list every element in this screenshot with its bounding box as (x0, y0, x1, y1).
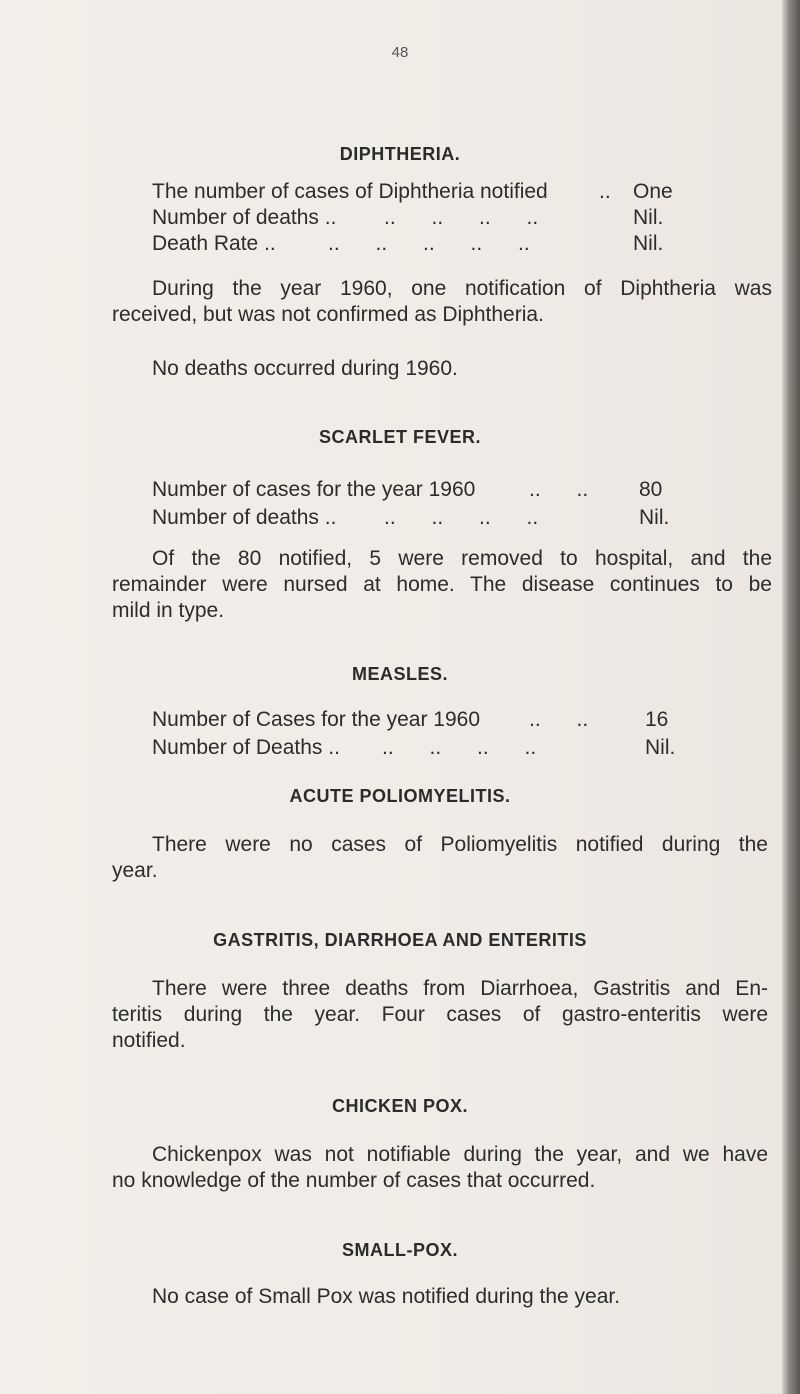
para-line: Of the 80 notified, 5 were removed to hospital, and the (152, 547, 772, 570)
scarlet-row-cases (152, 478, 663, 502)
measles-row-deaths (152, 736, 676, 760)
poliomyelitis-heading: ACUTE POLIOMYELITIS. (289, 786, 511, 806)
row-dots: .. .. (529, 478, 589, 501)
row-label: Number of deaths .. (152, 206, 337, 229)
diphtheria-row-deaths (152, 206, 664, 230)
diphtheria-row-cases (152, 180, 673, 204)
row-dots: .. .. .. .. (384, 206, 539, 229)
row-label: The number of cases of Diphtheria notified (152, 180, 548, 203)
row-label: Number of deaths .. (152, 506, 337, 529)
para-line: no knowledge of the number of cases that occurred. (112, 1169, 596, 1192)
row-value: Nil. (645, 736, 676, 759)
diphtheria-paragraph-2: No deaths occurred during 1960. (152, 357, 458, 380)
para-line: received, but was not confirmed as Diphtheria. (112, 303, 544, 326)
row-label: Number of Deaths .. (152, 736, 340, 759)
row-label: Number of Cases for the year 1960 (152, 708, 481, 731)
small-pox-paragraph: No case of Small Pox was notified during the year. (152, 1285, 621, 1308)
para-line: notified. (112, 1029, 186, 1052)
para-line: There were no cases of Poliomyelitis notified during the (152, 833, 768, 856)
row-value: 80 (639, 478, 663, 501)
row-dots: .. .. (529, 708, 589, 731)
row-label: Death Rate .. (152, 232, 276, 255)
row-value: 16 (645, 708, 669, 731)
row-value: Nil. (633, 232, 664, 255)
diphtheria-paragraph-1 (112, 276, 772, 328)
gastritis-paragraph (112, 976, 768, 1054)
page-edge-shadow (782, 0, 800, 1394)
row-dots: .. .. .. .. .. (328, 232, 530, 255)
small-pox-heading: SMALL-POX. (342, 1240, 458, 1260)
measles-heading: MEASLES. (351, 664, 448, 684)
scarlet-fever-paragraph (112, 546, 772, 624)
row-dots: .. .. .. .. (382, 736, 537, 759)
measles-row-cases (152, 708, 669, 732)
chicken-pox-paragraph (112, 1142, 768, 1194)
diphtheria-row-death-rate (152, 232, 664, 256)
row-dots: .. .. .. .. (384, 506, 539, 529)
page-number: 48 (391, 44, 409, 61)
para-line: mild in type. (112, 599, 225, 622)
row-value: Nil. (639, 506, 670, 529)
row-dots: .. (599, 180, 611, 203)
para-line: There were three deaths from Diarrhoea, Gastritis and En- (152, 977, 768, 1000)
row-label: Number of cases for the year 1960 (152, 478, 476, 501)
para-line: Chickenpox was not notifiable during the year, and we have (152, 1143, 768, 1166)
row-value: Nil. (633, 206, 664, 229)
chicken-pox-heading: CHICKEN POX. (331, 1096, 469, 1116)
poliomyelitis-paragraph (112, 832, 768, 884)
para-line: teritis during the year. Four cases of gastro-enteritis were (112, 1003, 768, 1026)
diphtheria-heading: DIPHTHERIA. (339, 144, 461, 164)
row-value: One (633, 180, 673, 203)
para-line: During the year 1960, one notification of Diphtheria was (152, 277, 772, 300)
para-line: remainder were nursed at home. The disease continues to be (112, 573, 772, 596)
scarlet-row-deaths (152, 506, 670, 530)
gastritis-heading: GASTRITIS, DIARRHOEA AND ENTERITIS (213, 930, 587, 950)
para-line: year. (112, 859, 158, 882)
scarlet-fever-heading: SCARLET FEVER. (318, 427, 481, 447)
